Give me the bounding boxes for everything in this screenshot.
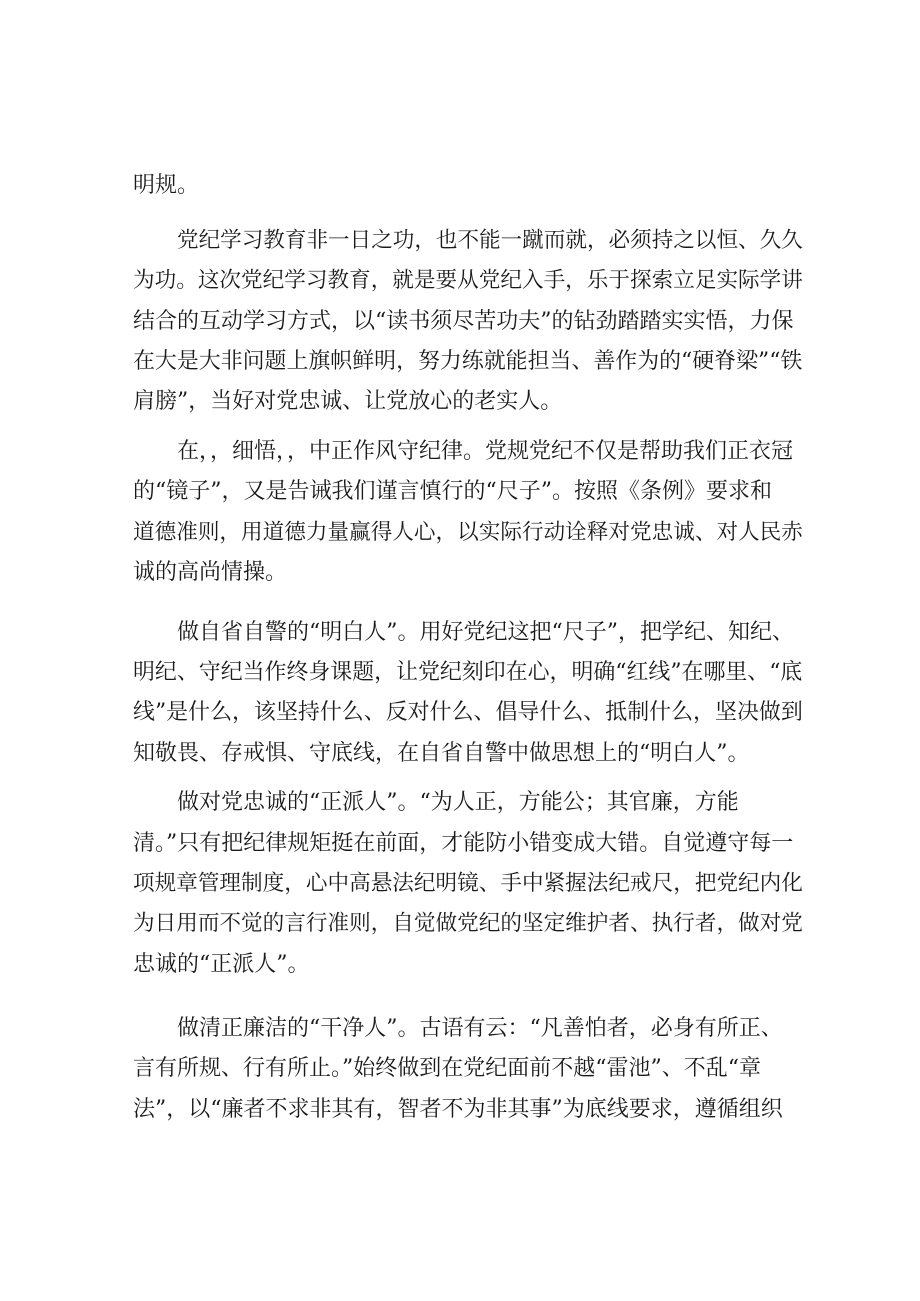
paragraph-line: 言有所规、行有所止。”始终做到在党纪面前不越“雷池”、不乱“章 [133,1056,761,1081]
paragraph-line: 为功。这次党纪学习教育，就是要从党纪入手，乐于探索立足实际学讲 [133,268,803,293]
paragraph-line: 为日用而不觉的言行准则，自觉做党纪的坚定维护者、执行者，做对党 [133,911,803,936]
paragraph-line: 做自省自警的“明白人”。用好党纪这把“尺子”，把学纪、知纪、 [177,620,794,645]
paragraph-line: 在大是大非问题上旗帜鲜明，努力练就能担当、善作为的“硬脊梁”“铁 [133,349,803,374]
paragraph-line: 做对党忠诚的“正派人”。“为人正，方能公；其官廉，方能 [177,790,739,815]
paragraph-line: 法”，以“廉者不求非其有，智者不为非其事”为底线要求，遵循组织 [133,1097,783,1122]
paragraph-line: 在，，细悟，，中正作风守纪律。党规党纪不仅是帮助我们正衣冠 [177,439,794,464]
paragraph-line: 知敬畏、存戒惧、守底线，在自省自警中做思想上的“明白人”。 [133,741,750,766]
paragraph-line: 道德准则，用道德力量赢得人心，以实际行动诠释对党忠诚、对人民赤 [133,520,803,545]
paragraph-line: 诚的高尚情操。 [133,560,288,585]
paragraph-line: 做清正廉洁的“干净人”。古语有云：“凡善怕者，必身有所正、 [177,1016,783,1041]
paragraph-line: 肩膀”，当好对党忠诚、让党放心的老实人。 [133,389,563,414]
paragraph-line: 清。”只有把纪律规矩挺在前面，才能防小错变成大错。自觉遵守每一 [133,831,794,856]
paragraph-line: 项规章管理制度，心中高悬法纪明镜、手中紧握法纪戒尺，把党纪内化 [133,871,803,896]
paragraph-line: 线”是什么，该坚持什么、反对什么、倡导什么、抵制什么，坚决做到 [133,700,803,725]
paragraph-line: 的“镜子”，又是告诫我们谨言慎行的“尺子”。按照《条例》要求和 [133,479,772,504]
paragraph-line: 明纪、守纪当作终身课题，让党纪刻印在心，明确“红线”在哪里、“底 [133,660,803,685]
paragraph-line: 党纪学习教育非一日之功，也不能一蹴而就，必须持之以恒、久久 [177,228,803,253]
paragraph-line: 忠诚的“正派人”。 [133,952,310,977]
paragraph-line: 结合的互动学习方式，以“读书须尽苦功夫”的钻劲踏踏实实悟，力保 [133,309,794,334]
paragraph-line: 明规。 [133,173,200,198]
